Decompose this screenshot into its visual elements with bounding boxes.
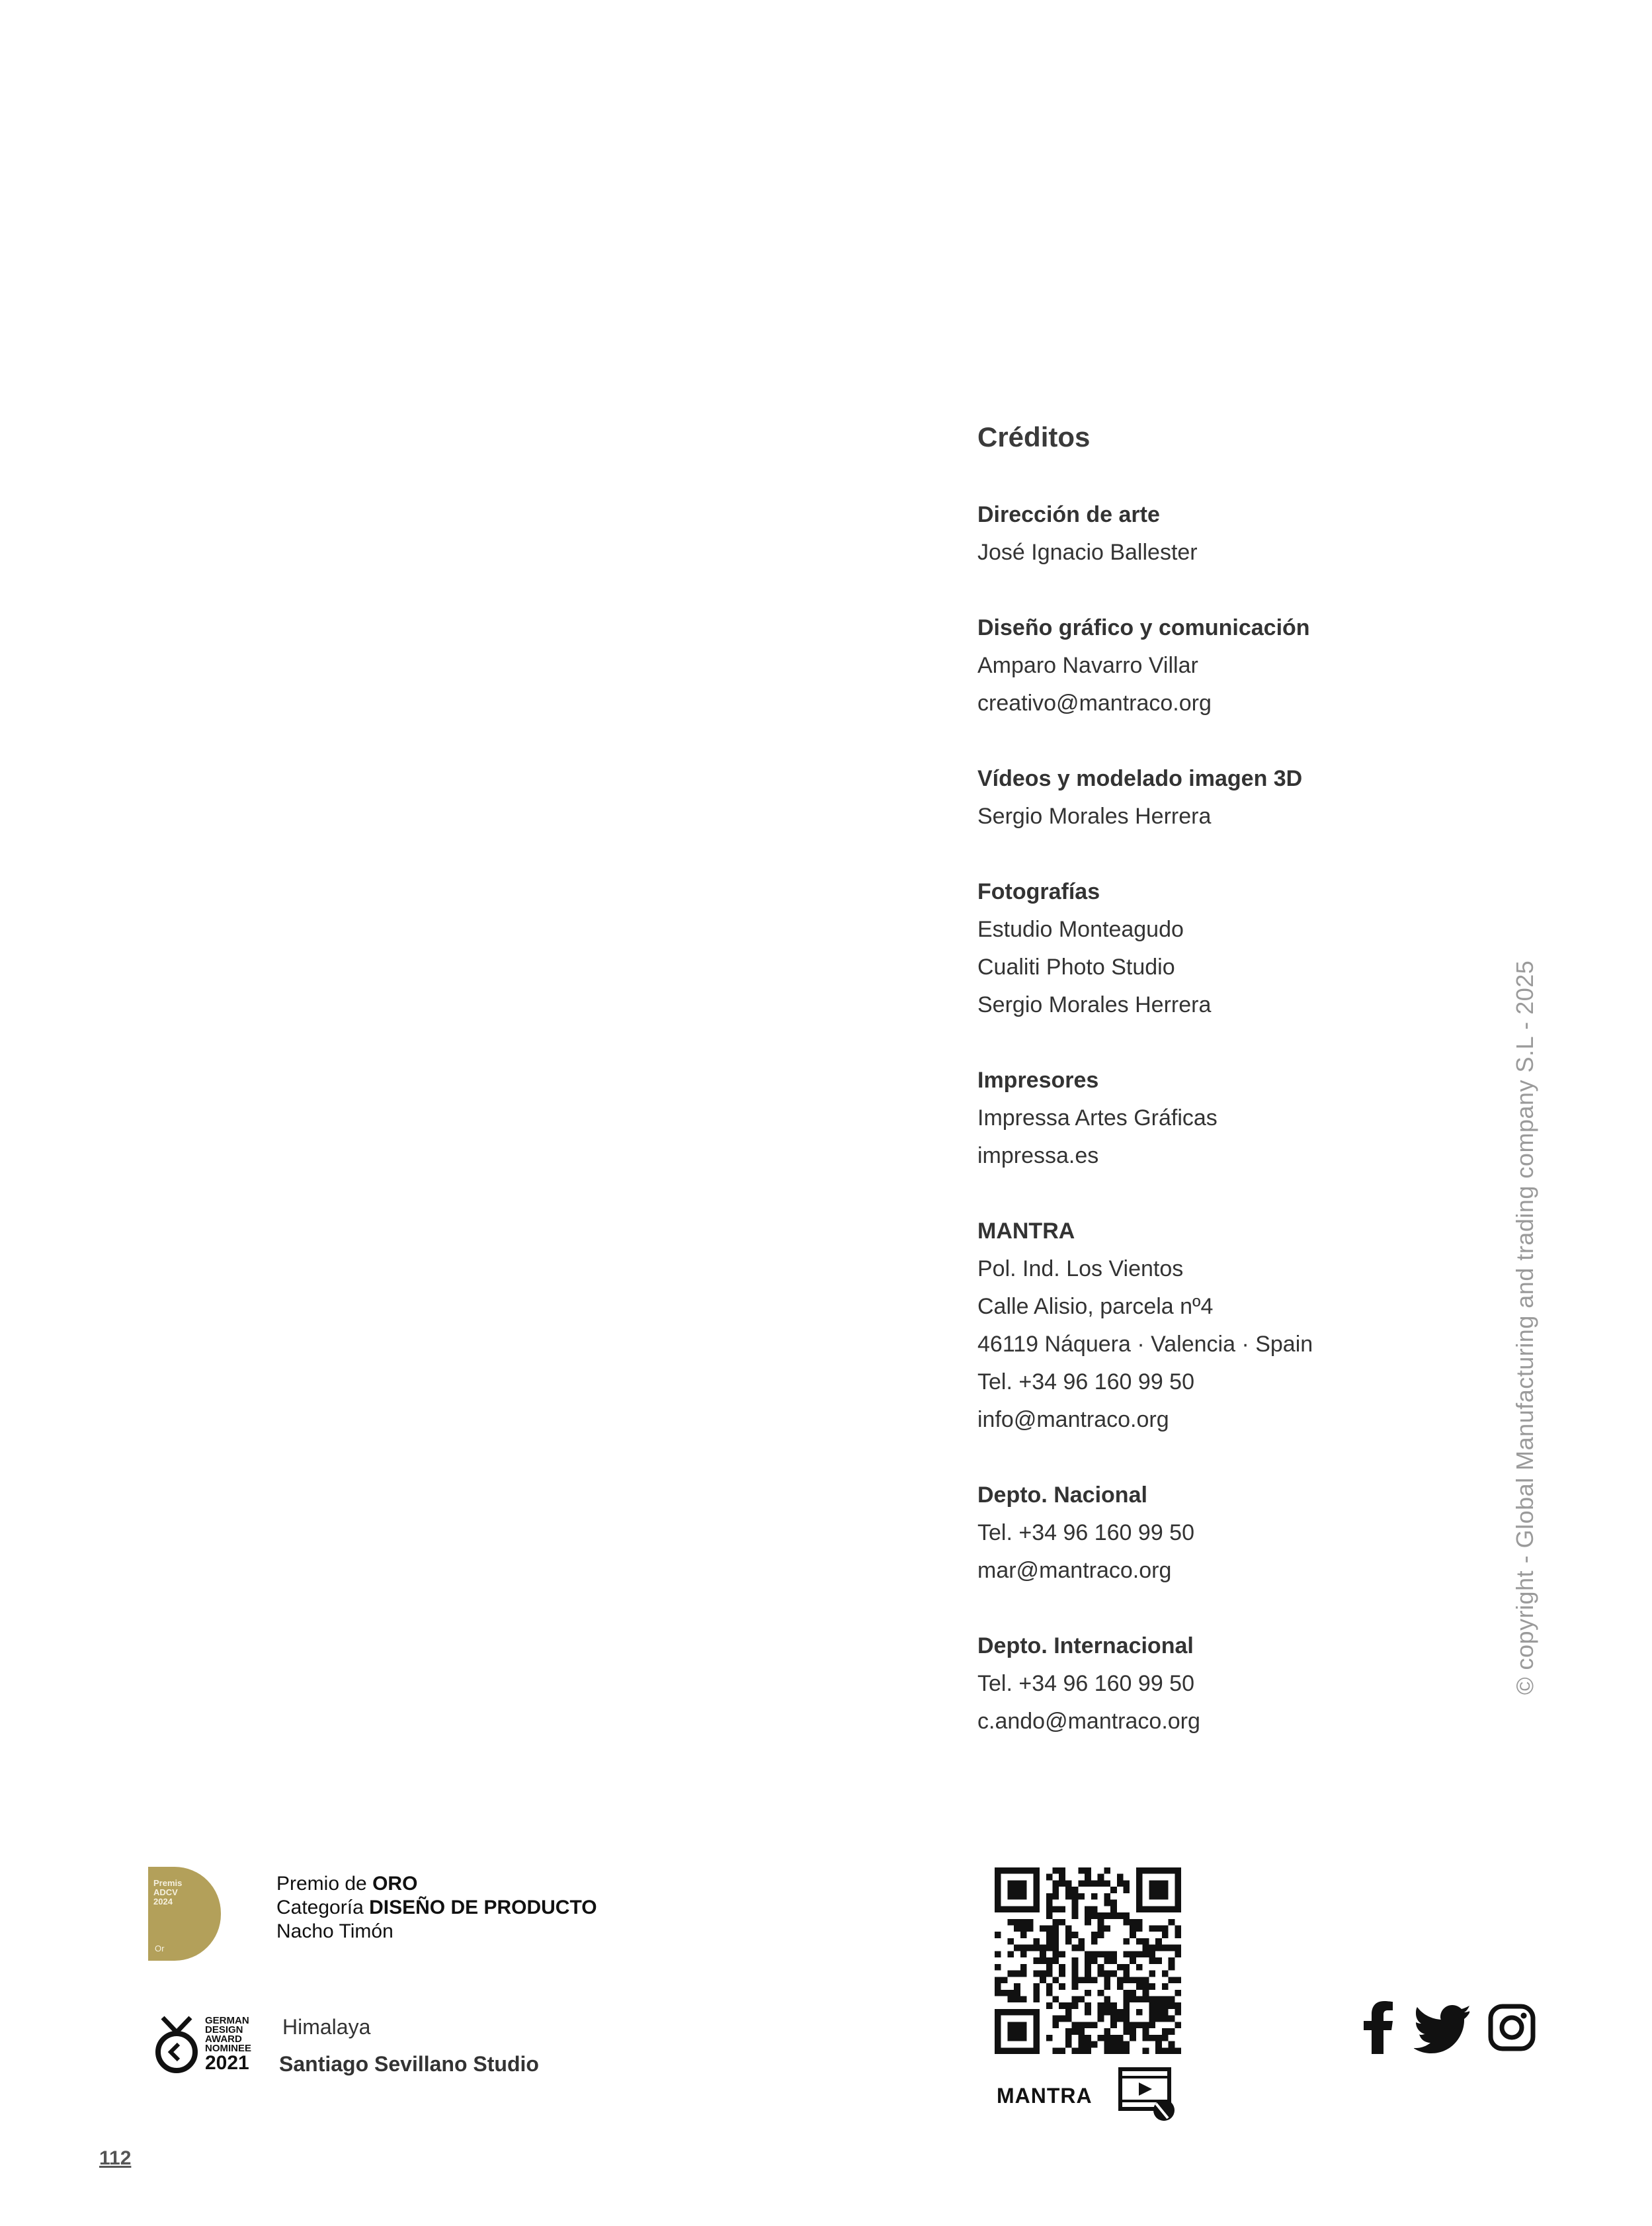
award-oro-text <box>276 1872 597 1944</box>
award-oro-line1-prefix: Premio de <box>276 1873 373 1895</box>
adcv-badge-icon <box>148 1867 221 1961</box>
award-oro-line3: Nacho Timón <box>276 1920 393 1942</box>
adcv-badge-line: Premis <box>153 1878 183 1888</box>
gda-year: 2021 <box>205 2052 249 2074</box>
credits-contact-link[interactable]: impressa.es <box>977 1143 1099 1169</box>
award-oro-line2-bold: DISEÑO DE PRODUCTO <box>369 1897 597 1918</box>
credits-section-line: Tel. +34 96 160 99 50 <box>977 1671 1194 1697</box>
credits-sections <box>977 496 1520 1740</box>
credits-block <box>977 421 1520 1778</box>
qr-label: MANTRA <box>997 2084 1093 2108</box>
credits-section-line: Sergio Morales Herrera <box>977 804 1212 830</box>
gda-badge-line: DESIGN <box>205 2024 243 2035</box>
credits-section-line: Estudio Monteagudo <box>977 917 1184 943</box>
credits-contact-link[interactable]: mar@mantraco.org <box>977 1558 1172 1584</box>
credits-section-heading: Diseño gráfico y comunicación <box>977 615 1310 641</box>
copyright-notice: © copyright - Global Manufacturing and trading company S.L - 2025 <box>1511 960 1538 1695</box>
credits-section <box>977 496 1520 572</box>
award-german-studio: Santiago Sevillano Studio <box>279 2052 539 2076</box>
page-number: 112 <box>99 2147 132 2169</box>
credits-section-heading: Impresores <box>977 1068 1099 1093</box>
german-design-award-icon <box>153 2015 200 2075</box>
adcv-badge-line: ADCV <box>153 1887 178 1897</box>
gda-badge-line: AWARD <box>205 2033 242 2045</box>
award-german-design <box>153 2010 616 2082</box>
adcv-badge-or: Or <box>155 1944 165 1953</box>
credits-section-line: Tel. +34 96 160 99 50 <box>977 1369 1194 1395</box>
credits-section-line: Cualiti Photo Studio <box>977 955 1175 980</box>
instagram-icon[interactable] <box>1488 2001 1536 2054</box>
credits-section-heading: Depto. Internacional <box>977 1633 1194 1659</box>
gda-badge-line: GERMAN <box>205 2015 249 2026</box>
credits-section-line: José Ignacio Ballester <box>977 540 1198 566</box>
award-oro-line2-prefix: Categoría <box>276 1897 370 1918</box>
credits-section-heading: Dirección de arte <box>977 502 1160 528</box>
credits-section <box>977 760 1520 835</box>
credits-section <box>977 1213 1520 1439</box>
gda-badge-line: NOMINEE <box>205 2043 252 2054</box>
credits-section-line: Impressa Artes Gráficas <box>977 1105 1218 1131</box>
credits-section-line: Calle Alisio, parcela nº4 <box>977 1294 1214 1320</box>
credits-section <box>977 1627 1520 1740</box>
award-oro-line1-bold: ORO <box>372 1873 418 1895</box>
credits-section-line: 46119 Náquera · Valencia · Spain <box>977 1332 1313 1357</box>
adcv-badge-line: 2024 <box>153 1897 173 1906</box>
award-german-product: Himalaya <box>282 2015 371 2039</box>
credits-section <box>977 1062 1520 1175</box>
credits-section-heading: Depto. Nacional <box>977 1482 1147 1508</box>
credits-section-heading: Vídeos y modelado imagen 3D <box>977 766 1303 792</box>
credits-contact-link[interactable]: info@mantraco.org <box>977 1407 1169 1433</box>
credits-section-line: Tel. +34 96 160 99 50 <box>977 1520 1194 1546</box>
award-adcv-oro <box>139 1859 602 1978</box>
credits-section-line: Sergio Morales Herrera <box>977 992 1212 1018</box>
credits-section <box>977 1477 1520 1590</box>
credits-contact-link[interactable]: c.ando@mantraco.org <box>977 1709 1200 1734</box>
credits-section-line: Amparo Navarro Villar <box>977 653 1198 679</box>
credits-contact-link[interactable]: creativo@mantraco.org <box>977 691 1212 716</box>
video-play-icon[interactable] <box>1118 2067 1180 2123</box>
credits-section <box>977 609 1520 722</box>
credits-title: Créditos <box>977 421 1091 452</box>
credits-section-heading: MANTRA <box>977 1219 1075 1244</box>
credits-section-heading: Fotografías <box>977 879 1100 905</box>
twitter-icon[interactable] <box>1414 2001 1469 2054</box>
credits-section-line: Pol. Ind. Los Vientos <box>977 1256 1184 1282</box>
qr-code-icon[interactable] <box>995 1867 1181 2054</box>
facebook-icon[interactable] <box>1362 2001 1395 2054</box>
credits-section <box>977 873 1520 1024</box>
gda-badge-text <box>205 2016 251 2053</box>
